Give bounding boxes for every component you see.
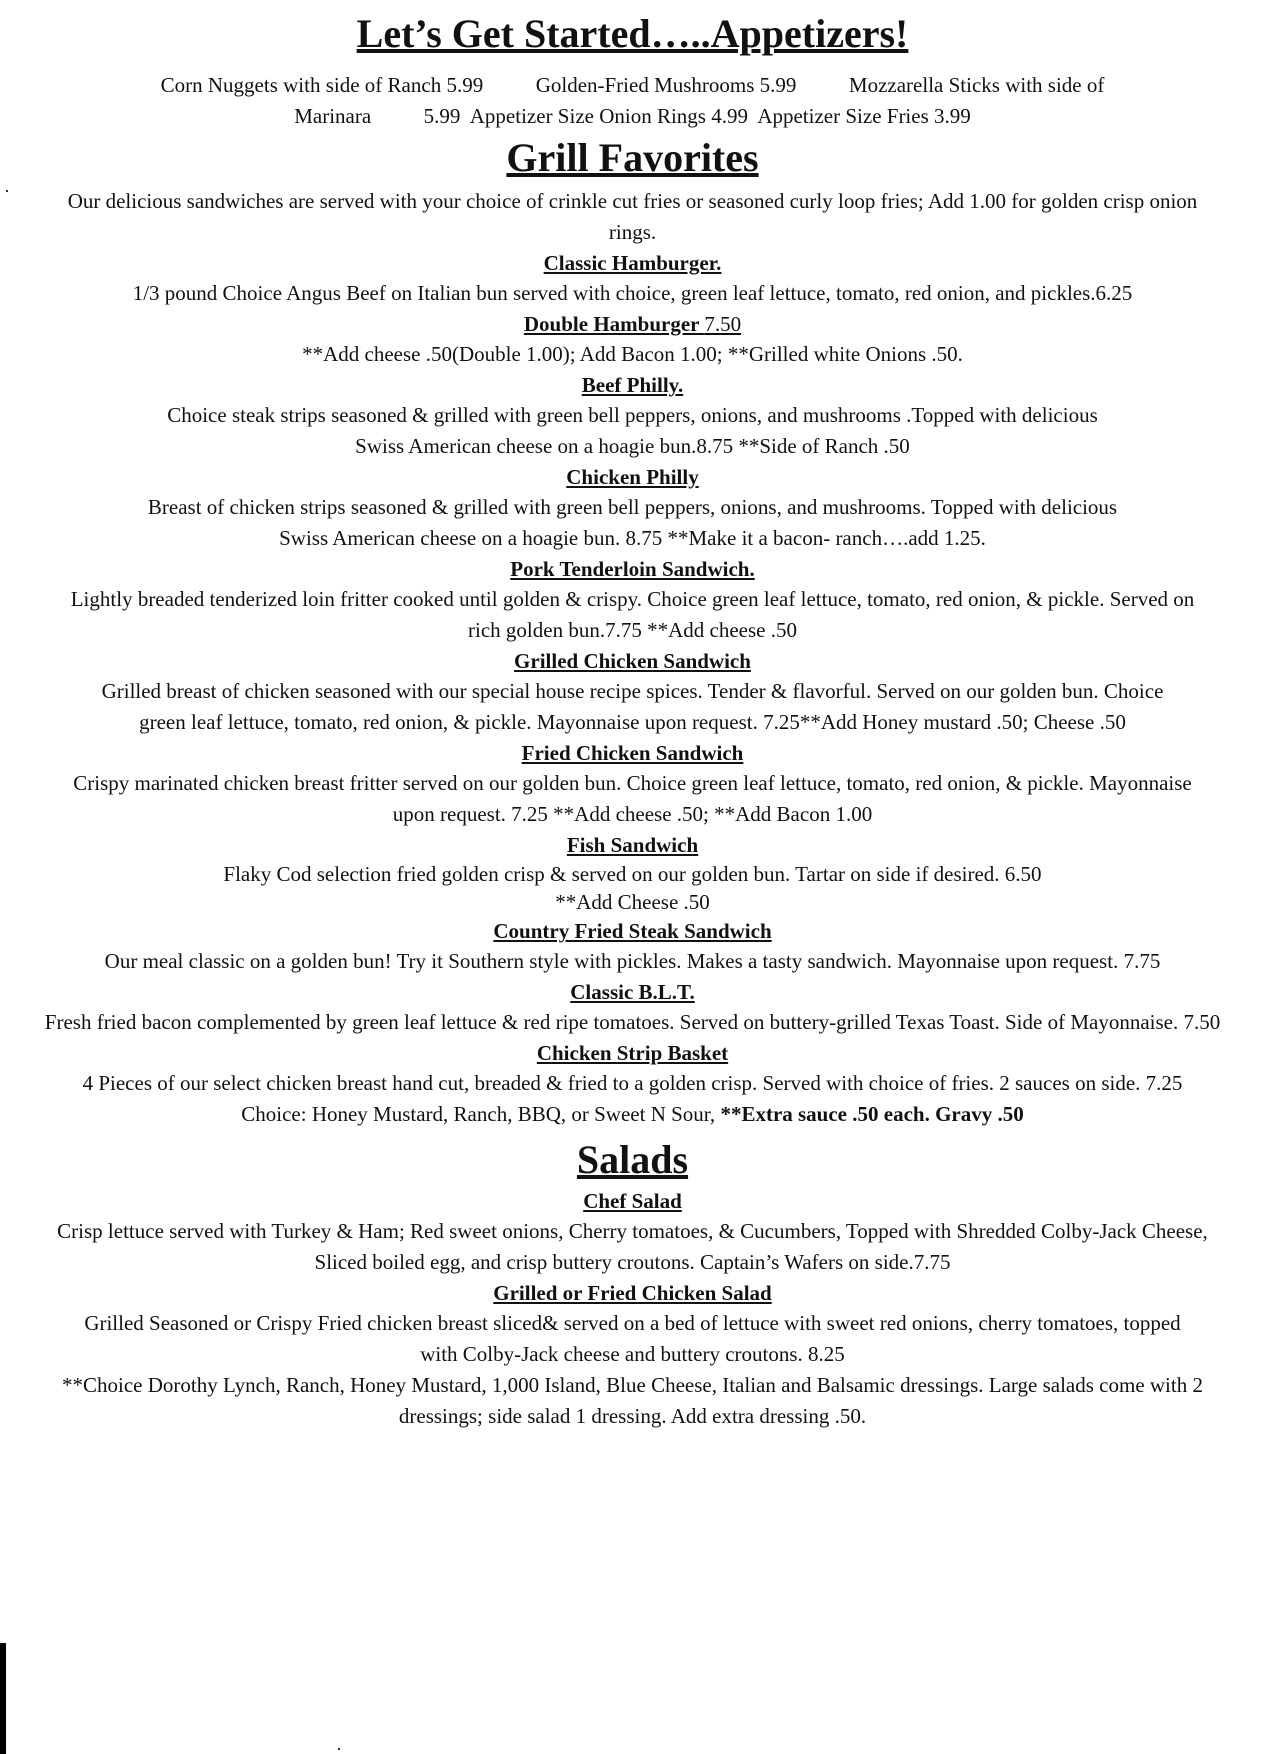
item-description: Lightly breaded tenderized loin fritter cooked until golden & crispy. Choice green leaf lettuce, tomato, red onion, & pickle. Served on rich golden bun.7.75 **Add cheese .50 [70,587,1195,642]
scan-edge-mark [0,1643,6,1754]
item-description: Grilled breast of chicken seasoned with our special house recipe spices. Tender & flavorful. Served on our golden bun. Choice green leaf lettuce, tomato, red onion, & pickle. Mayonnaise upon request. 7.25**Add Honey mustard .50; Cheese .50 [101,679,1164,734]
menu-item-chicken-strip-basket [30,1038,1235,1130]
item-name: Classic B.L.T. [570,980,695,1004]
item-name: Chef Salad [583,1189,682,1213]
menu-item-double-hamburger [30,309,1235,370]
grill-favorites-title: Grill Favorites [506,135,759,180]
item-name: Chicken Philly [566,465,699,489]
appetizers-line-1: Corn Nuggets with side of Ranch 5.99 Golden-Fried Mushrooms 5.99 Mozzarella Sticks with side of [160,73,1105,97]
menu-item-classic-blt [30,977,1235,1038]
item-name: Country Fried Steak Sandwich [493,919,772,943]
menu-item-grilled-chicken-sandwich [30,646,1235,738]
item-description: Choice steak strips seasoned & grilled with green bell peppers, onions, and mushrooms .Topped with delicious Swiss American cheese on a hoagie bun.8.75 **Side of Ranch .50 [167,403,1098,458]
item-name: Beef Philly. [581,373,684,397]
item-description: Flaky Cod selection fried golden crisp & served on our golden bun. Tartar on side if desired. 6.50 [223,862,1042,886]
item-description-row [30,1068,1235,1130]
item-description: Breast of chicken strips seasoned & grilled with green bell peppers, onions, and mushrooms. Topped with delicious Swiss American cheese on a hoagie bun. 8.75 **Make it a bacon- ranch….add 1.25. [147,495,1118,550]
appetizers-line-2: Marinara 5.99 Appetizer Size Onion Rings 4.99 Appetizer Size Fries 3.99 [294,104,971,128]
item-price: 7.50 [704,312,742,336]
appetizers-title: Let’s Get Started…..Appetizers! [356,11,909,56]
menu-item-country-fried-steak [30,916,1235,977]
menu-item-chicken-salad [30,1278,1235,1370]
grill-intro: Our delicious sandwiches are served with your choice of crinkle cut fries or seasoned curly loop fries; Add 1.00 for golden crisp onion rings. [67,189,1198,244]
menu-item-fish-sandwich [30,830,1235,916]
menu-item-fried-chicken-sandwich [30,738,1235,830]
item-name: Fried Chicken Sandwich [521,741,744,765]
dressing-note: **Choice Dorothy Lynch, Ranch, Honey Mustard, 1,000 Island, Blue Cheese, Italian and Balsamic dressings. Large salads come with 2 dressings; side salad 1 dressing. Add extra dressing .50. [62,1373,1203,1428]
item-name: Grilled or Fried Chicken Salad [493,1281,772,1305]
item-name-row [30,309,1235,339]
item-name: Grilled Chicken Sandwich [514,649,751,673]
item-description: Crispy marinated chicken breast fritter served on our golden bun. Choice green leaf lettuce, tomato, red onion, & pickle. Mayonnaise upon request. 7.25 **Add cheese .50; **Add Bacon 1.00 [73,771,1192,826]
menu-item-chef-salad [30,1186,1235,1278]
item-extra: **Add Cheese .50 [555,890,710,914]
item-description: **Add cheese .50(Double 1.00); Add Bacon 1.00; **Grilled white Onions .50. [302,342,963,366]
salads-title: Salads [576,1137,689,1182]
scan-speck [6,190,8,192]
menu-item-chicken-philly [30,462,1235,554]
item-name: Classic Hamburger. [543,251,722,275]
item-description: Grilled Seasoned or Crispy Fried chicken breast sliced& served on a bed of lettuce with sweet red onions, cherry tomatoes, topped with Colby-Jack cheese and buttery croutons. 8.25 [84,1311,1181,1366]
item-description: Fresh fried bacon complemented by green leaf lettuce & red ripe tomatoes. Served on buttery-grilled Texas Toast. Side of Mayonnaise. 7.50 [44,1010,1221,1034]
item-name: Fish Sandwich [566,833,699,857]
menu-item-pork-tenderloin [30,554,1235,646]
menu-item-beef-philly [30,370,1235,462]
item-name: Double Hamburger [523,312,705,336]
item-name: Pork Tenderloin Sandwich. [510,557,755,581]
item-description: 1/3 pound Choice Angus Beef on Italian bun served with choice, green leaf lettuce, tomato, red onion, and pickles.6.25 [132,281,1133,305]
item-description: Crisp lettuce served with Turkey & Ham; Red sweet onions, Cherry tomatoes, & Cucumbers, Topped with Shredded Colby-Jack Cheese, Sliced boiled egg, and crisp buttery croutons. Captain’s Wafers on side.7.75 [57,1219,1208,1274]
item-name: Chicken Strip Basket [536,1041,729,1065]
scan-speck [338,1748,340,1750]
item-bold-note: **Extra sauce .50 each. Gravy .50 [720,1102,1024,1126]
item-description: 4 Pieces of our select chicken breast hand cut, breaded & fried to a golden crisp. Served with choice of fries. 2 sauces on side. 7.25 Choice: Honey Mustard, Ranch, BBQ, or Sweet N Sour, [82,1071,1183,1126]
menu-item-classic-hamburger [30,248,1235,309]
item-description: Our meal classic on a golden bun! Try it Southern style with pickles. Makes a tasty sandwich. Mayonnaise upon request. 7.75 [104,949,1161,973]
menu-page [30,12,1235,1432]
